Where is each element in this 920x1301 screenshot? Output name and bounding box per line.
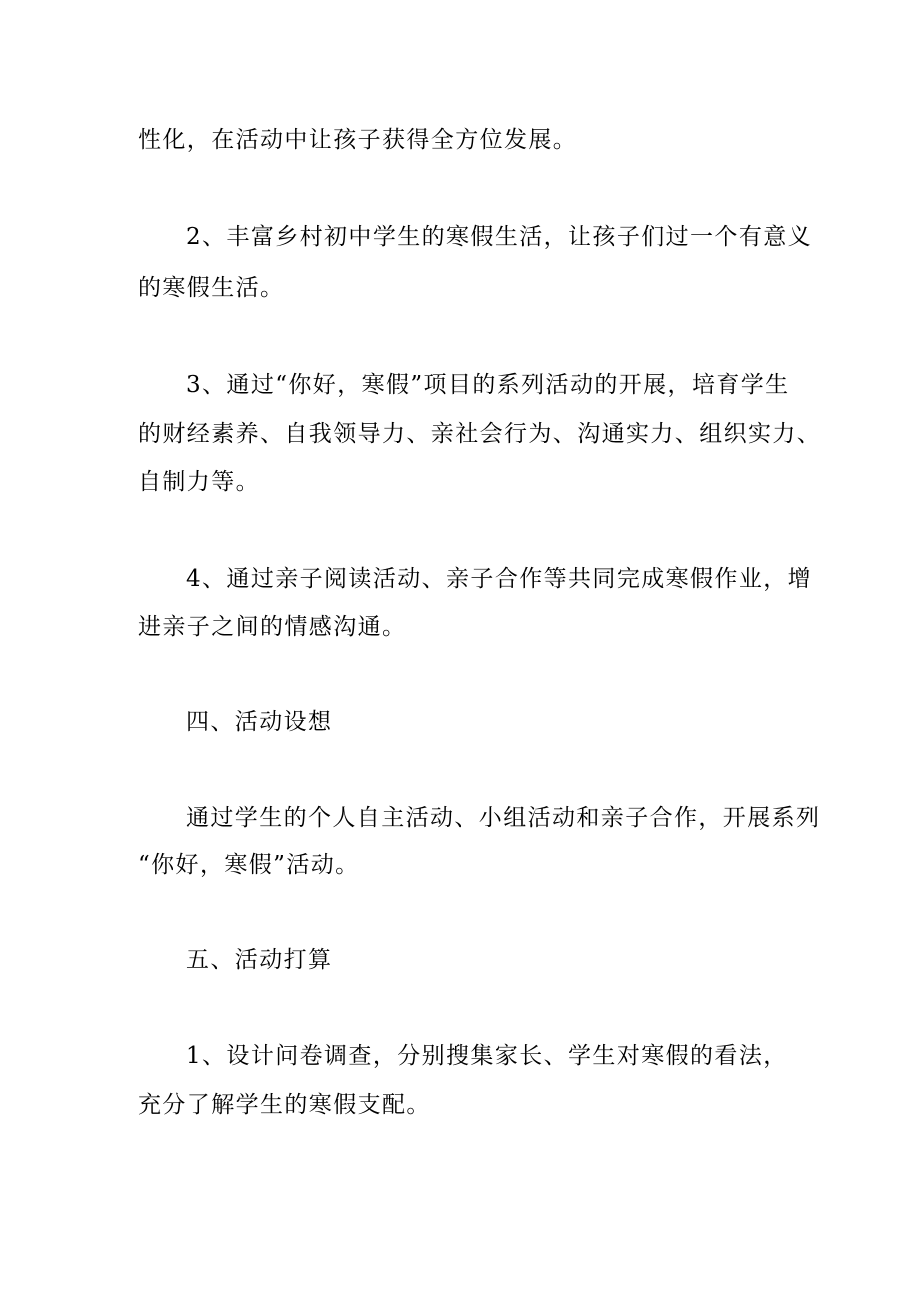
paragraph-line-item-2-cont: 的寒假生活。: [138, 275, 285, 301]
paragraph-line-item-3-cont2: 自制力等。: [138, 469, 260, 495]
paragraph-line-item-2: 2、丰富乡村初中学生的寒假生活，让孩子们过一个有意义: [186, 224, 813, 250]
paragraph-line-section-4-cont: “你好，寒假”活动。: [138, 852, 360, 878]
section-heading-4: 四、活动设想: [186, 709, 333, 735]
paragraph-line-item-5-1: 1、设计问卷调查，分别搜集家长、学生对寒假的看法，: [186, 1043, 788, 1069]
paragraph-line-section-4: 通过学生的个人自主活动、小组活动和亲子合作，开展系列: [186, 805, 821, 831]
paragraph-line-item-5-1-cont: 充分了解学生的寒假支配。: [138, 1092, 431, 1118]
paragraph-line-item-4: 4、通过亲子阅读活动、亲子合作等共同完成寒假作业，增: [186, 566, 813, 592]
paragraph-line-item-4-cont: 进亲子之间的情感沟通。: [138, 614, 407, 640]
paragraph-line-item-3-cont: 的财经素养、自我领导力、亲社会行为、沟通实力、组织实力、: [138, 421, 822, 447]
paragraph-line-item-3: 3、通过“你好，寒假”项目的系列活动的开展，培育学生: [186, 372, 790, 398]
paragraph-line-continuation: 性化，在活动中让孩子获得全方位发展。: [138, 127, 578, 153]
section-heading-5: 五、活动打算: [186, 947, 333, 973]
